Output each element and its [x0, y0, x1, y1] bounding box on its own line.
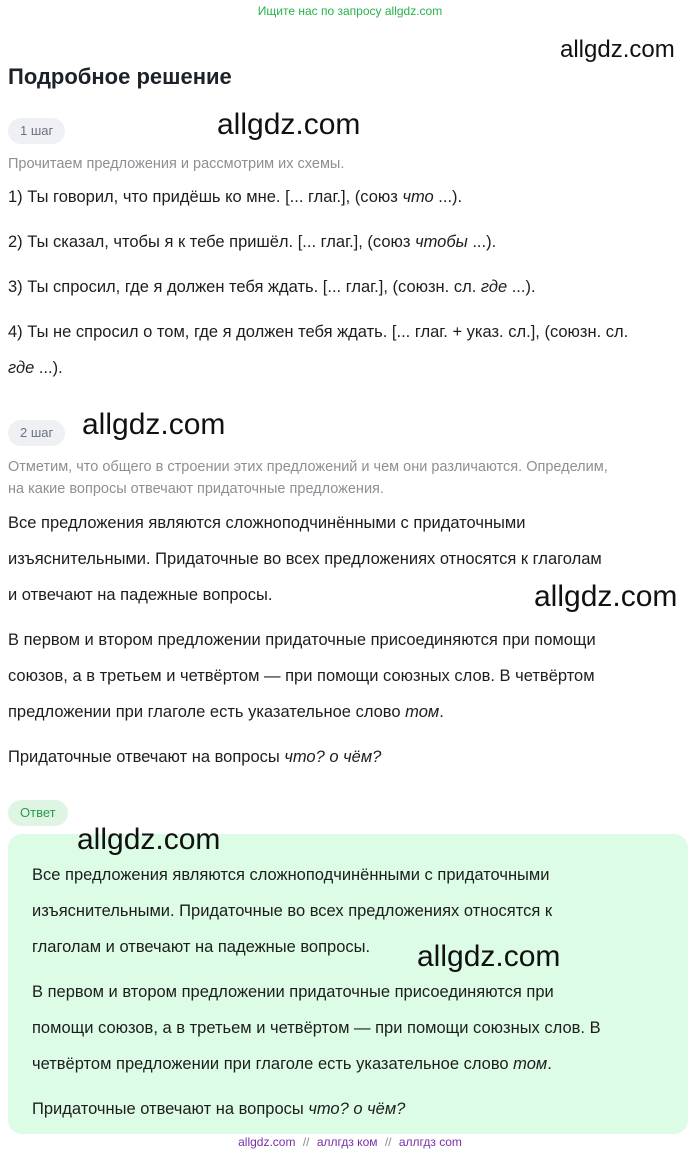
watermark: allgdz.com	[217, 108, 361, 141]
footer-separator: //	[384, 1135, 392, 1149]
watermark: allgdz.com	[560, 36, 675, 63]
answer-line: помощи союзов, а в третьем и четвёртом — при помощи союзных слов. В	[32, 1019, 601, 1037]
step-2-badge: 2 шаг	[8, 420, 65, 446]
footer-links	[0, 1135, 700, 1149]
page-title: Подробное решение	[8, 64, 232, 89]
step-2-line: союзов, а в третьем и четвёртом — при помощи союзных слов. В четвёртом	[8, 667, 595, 685]
step-2-line: предложении при глаголе есть указательное слово том.	[8, 703, 444, 721]
answer-line: В первом и втором предложении придаточные присоединяются при	[32, 983, 554, 1001]
step-2-line: Придаточные отвечают на вопросы что? о чём?	[8, 748, 382, 766]
watermark: allgdz.com	[534, 580, 678, 613]
answer-line: Придаточные отвечают на вопросы что? о чём?	[32, 1100, 406, 1118]
step-2-line: Все предложения являются сложноподчинёнными с придаточными	[8, 514, 526, 532]
answer-line: Все предложения являются сложноподчинёнными с придаточными	[32, 866, 550, 884]
step-1-line: где ...).	[8, 359, 63, 377]
step-2-line: и отвечают на падежные вопросы.	[8, 586, 273, 604]
footer-link[interactable]: allgdz.com	[238, 1135, 296, 1149]
answer-line: глаголам и отвечают на падежные вопросы.	[32, 938, 371, 956]
watermark: allgdz.com	[82, 408, 226, 441]
footer-link[interactable]: аллгдз com	[398, 1135, 462, 1149]
top-search-hint: Ищите нас по запросу allgdz.com	[257, 4, 443, 18]
step-1-badge: 1 шаг	[8, 118, 65, 144]
answer-badge: Ответ	[8, 800, 68, 826]
step-1-line: 2) Ты сказал, чтобы я к тебе пришёл. [... глаг.], (союз чтобы ...).	[8, 233, 497, 251]
step-1-hint: Прочитаем предложения и рассмотрим их схемы.	[8, 156, 345, 172]
answer-line: четвёртом предложении при глаголе есть указательное слово том.	[32, 1055, 552, 1073]
watermark: allgdz.com	[417, 940, 561, 973]
step-1-line: 1) Ты говорил, что придёшь ко мне. [... глаг.], (союз что ...).	[8, 188, 463, 206]
footer-link[interactable]: аллгдз ком	[316, 1135, 378, 1149]
answer-line: изъяснительными. Придаточные во всех предложениях относятся к	[32, 902, 553, 920]
step-1-line: 3) Ты спросил, где я должен тебя ждать. [... глаг.], (союзн. сл. где ...).	[8, 278, 536, 296]
step-2-line: В первом и втором предложении придаточные присоединяются при помощи	[8, 631, 596, 649]
step-2-hint: Отметим, что общего в строении этих предложений и чем они различаются. Определим, на какие вопросы отвечают придаточные предложения.	[8, 459, 608, 497]
watermark: allgdz.com	[77, 823, 221, 856]
step-2-line: изъяснительными. Придаточные во всех предложениях относятся к глаголам	[8, 550, 602, 568]
step-1-line: 4) Ты не спросил о том, где я должен тебя ждать. [... глаг. + указ. сл.], (союзн. сл.	[8, 323, 629, 341]
footer-separator: //	[302, 1135, 310, 1149]
